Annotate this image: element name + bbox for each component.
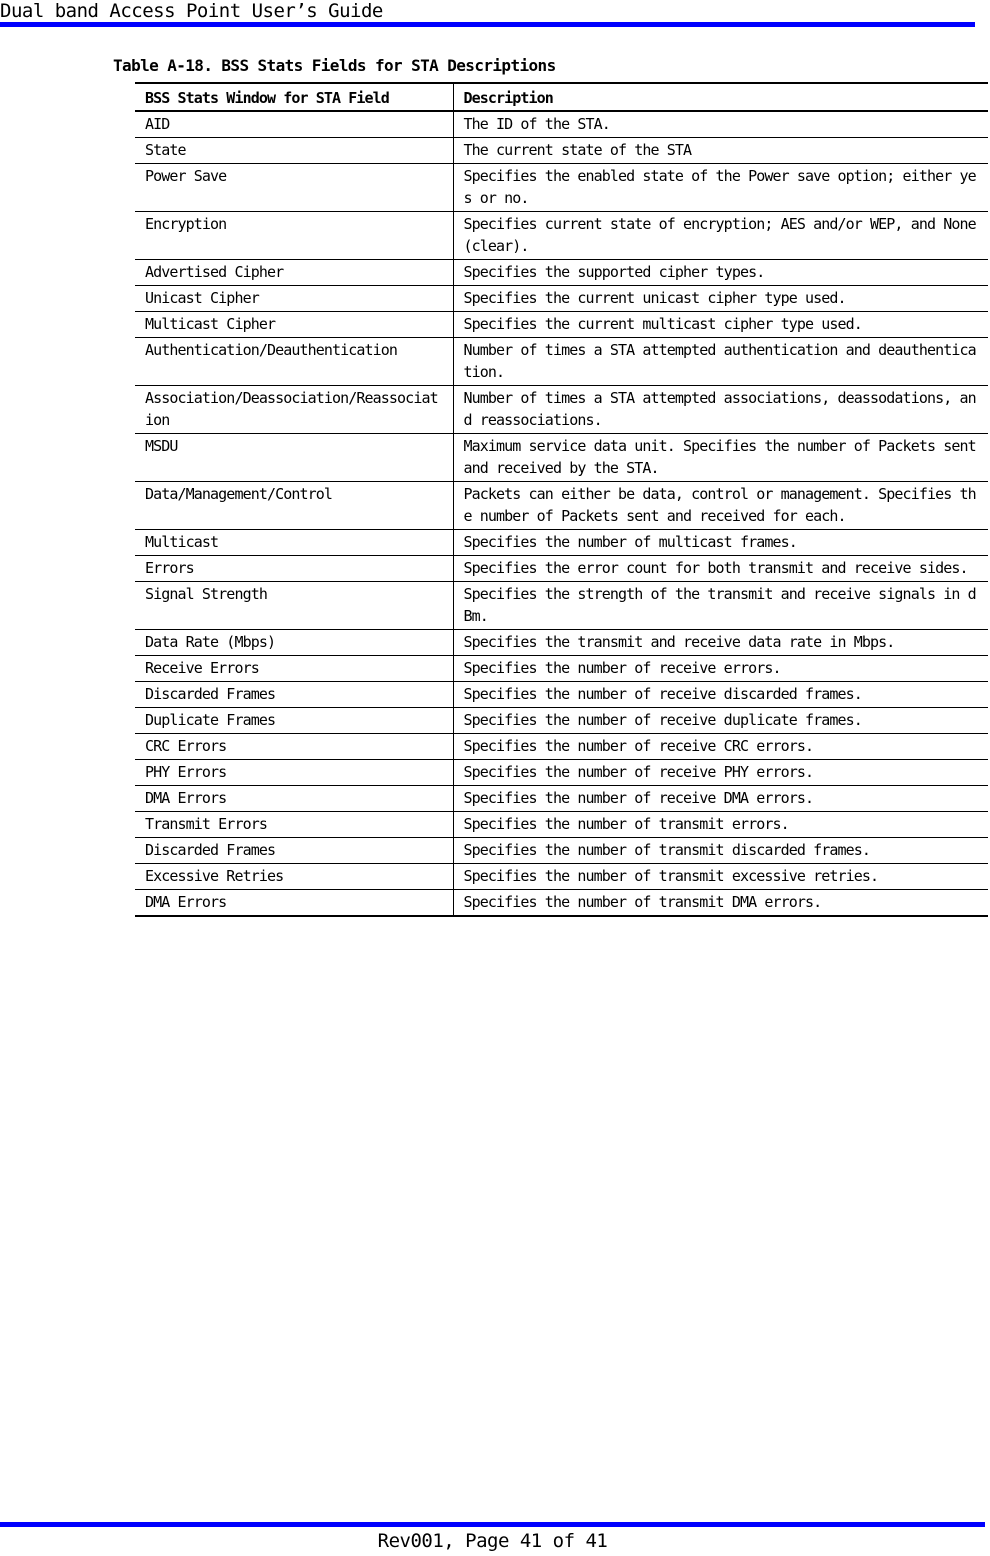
field-description-cell: Specifies the number of transmit DMA errors. (453, 890, 988, 917)
table-row (135, 864, 988, 890)
field-description-cell: Maximum service data unit. Specifies the number of Packets sent and received by the STA. (453, 434, 988, 482)
table-row (135, 890, 988, 917)
column-header-description: Description (453, 83, 988, 111)
table-row (135, 682, 988, 708)
field-name-cell: CRC Errors (135, 734, 453, 760)
table-caption: Table A-18. BSS Stats Fields for STA Descriptions (113, 56, 556, 75)
field-description-cell: Specifies the transmit and receive data rate in Mbps. (453, 630, 988, 656)
table-row (135, 582, 988, 630)
field-description-cell: Specifies the supported cipher types. (453, 260, 988, 286)
field-description-cell: Specifies the number of receive duplicate frames. (453, 708, 988, 734)
field-description-cell: Specifies the number of transmit excessive retries. (453, 864, 988, 890)
table-row (135, 482, 988, 530)
field-description-cell: Number of times a STA attempted authentication and deauthentication. (453, 338, 988, 386)
field-description-cell: Specifies the number of receive discarded frames. (453, 682, 988, 708)
table-row (135, 164, 988, 212)
bss-stats-table (135, 82, 988, 917)
field-name-cell: Multicast Cipher (135, 312, 453, 338)
table-row (135, 386, 988, 434)
table-row (135, 286, 988, 312)
table-row (135, 630, 988, 656)
bss-stats-table-container (135, 82, 988, 917)
field-name-cell: Duplicate Frames (135, 708, 453, 734)
field-name-cell: AID (135, 111, 453, 138)
table-header-row (135, 83, 988, 111)
field-description-cell: Specifies the enabled state of the Power save option; either yes or no. (453, 164, 988, 212)
field-description-cell: Specifies the current unicast cipher type used. (453, 286, 988, 312)
field-description-cell: Specifies the number of receive CRC errors. (453, 734, 988, 760)
field-name-cell: Data Rate (Mbps) (135, 630, 453, 656)
table-row (135, 786, 988, 812)
table-row (135, 734, 988, 760)
table-row (135, 838, 988, 864)
field-name-cell: Authentication/Deauthentication (135, 338, 453, 386)
field-name-cell: Power Save (135, 164, 453, 212)
table-row (135, 212, 988, 260)
field-name-cell: Discarded Frames (135, 838, 453, 864)
field-name-cell: Data/Management/Control (135, 482, 453, 530)
table-row (135, 434, 988, 482)
field-description-cell: Packets can either be data, control or management. Specifies the number of Packets sent and received for each. (453, 482, 988, 530)
table-row (135, 656, 988, 682)
field-description-cell: Specifies the number of multicast frames. (453, 530, 988, 556)
table-row (135, 138, 988, 164)
field-description-cell: Specifies the number of receive errors. (453, 656, 988, 682)
field-description-cell: The ID of the STA. (453, 111, 988, 138)
table-row (135, 530, 988, 556)
table-row (135, 312, 988, 338)
table-row (135, 760, 988, 786)
field-name-cell: MSDU (135, 434, 453, 482)
field-description-cell: Specifies the strength of the transmit and receive signals in dBm. (453, 582, 988, 630)
column-header-field: BSS Stats Window for STA Field (135, 83, 453, 111)
field-name-cell: Association/Deassociation/Reassociation (135, 386, 453, 434)
table-row (135, 556, 988, 582)
field-name-cell: Errors (135, 556, 453, 582)
field-name-cell: Unicast Cipher (135, 286, 453, 312)
field-name-cell: Transmit Errors (135, 812, 453, 838)
page-footer: Rev001, Page 41 of 41 (377, 1530, 608, 1552)
field-name-cell: State (135, 138, 453, 164)
field-name-cell: DMA Errors (135, 890, 453, 917)
field-name-cell: Discarded Frames (135, 682, 453, 708)
field-description-cell: Specifies the number of transmit errors. (453, 812, 988, 838)
field-name-cell: Encryption (135, 212, 453, 260)
field-description-cell: Specifies the number of receive PHY errors. (453, 760, 988, 786)
table-body (135, 111, 988, 916)
field-name-cell: DMA Errors (135, 786, 453, 812)
table-row (135, 708, 988, 734)
field-name-cell: Signal Strength (135, 582, 453, 630)
table-row (135, 812, 988, 838)
field-name-cell: Multicast (135, 530, 453, 556)
field-description-cell: Specifies the current multicast cipher type used. (453, 312, 988, 338)
field-name-cell: PHY Errors (135, 760, 453, 786)
field-name-cell: Advertised Cipher (135, 260, 453, 286)
field-description-cell: Specifies the error count for both transmit and receive sides. (453, 556, 988, 582)
footer-rule (0, 1522, 985, 1527)
field-description-cell: Specifies current state of encryption; AES and/or WEP, and None (clear). (453, 212, 988, 260)
field-description-cell: Number of times a STA attempted associations, deassodations, and reassociations. (453, 386, 988, 434)
field-description-cell: Specifies the number of transmit discarded frames. (453, 838, 988, 864)
table-row (135, 111, 988, 138)
table-row (135, 260, 988, 286)
field-description-cell: The current state of the STA (453, 138, 988, 164)
document-header-title: Dual band Access Point User’s Guide (0, 0, 383, 22)
field-description-cell: Specifies the number of receive DMA errors. (453, 786, 988, 812)
field-name-cell: Excessive Retries (135, 864, 453, 890)
header-rule (0, 22, 975, 27)
field-name-cell: Receive Errors (135, 656, 453, 682)
table-row (135, 338, 988, 386)
